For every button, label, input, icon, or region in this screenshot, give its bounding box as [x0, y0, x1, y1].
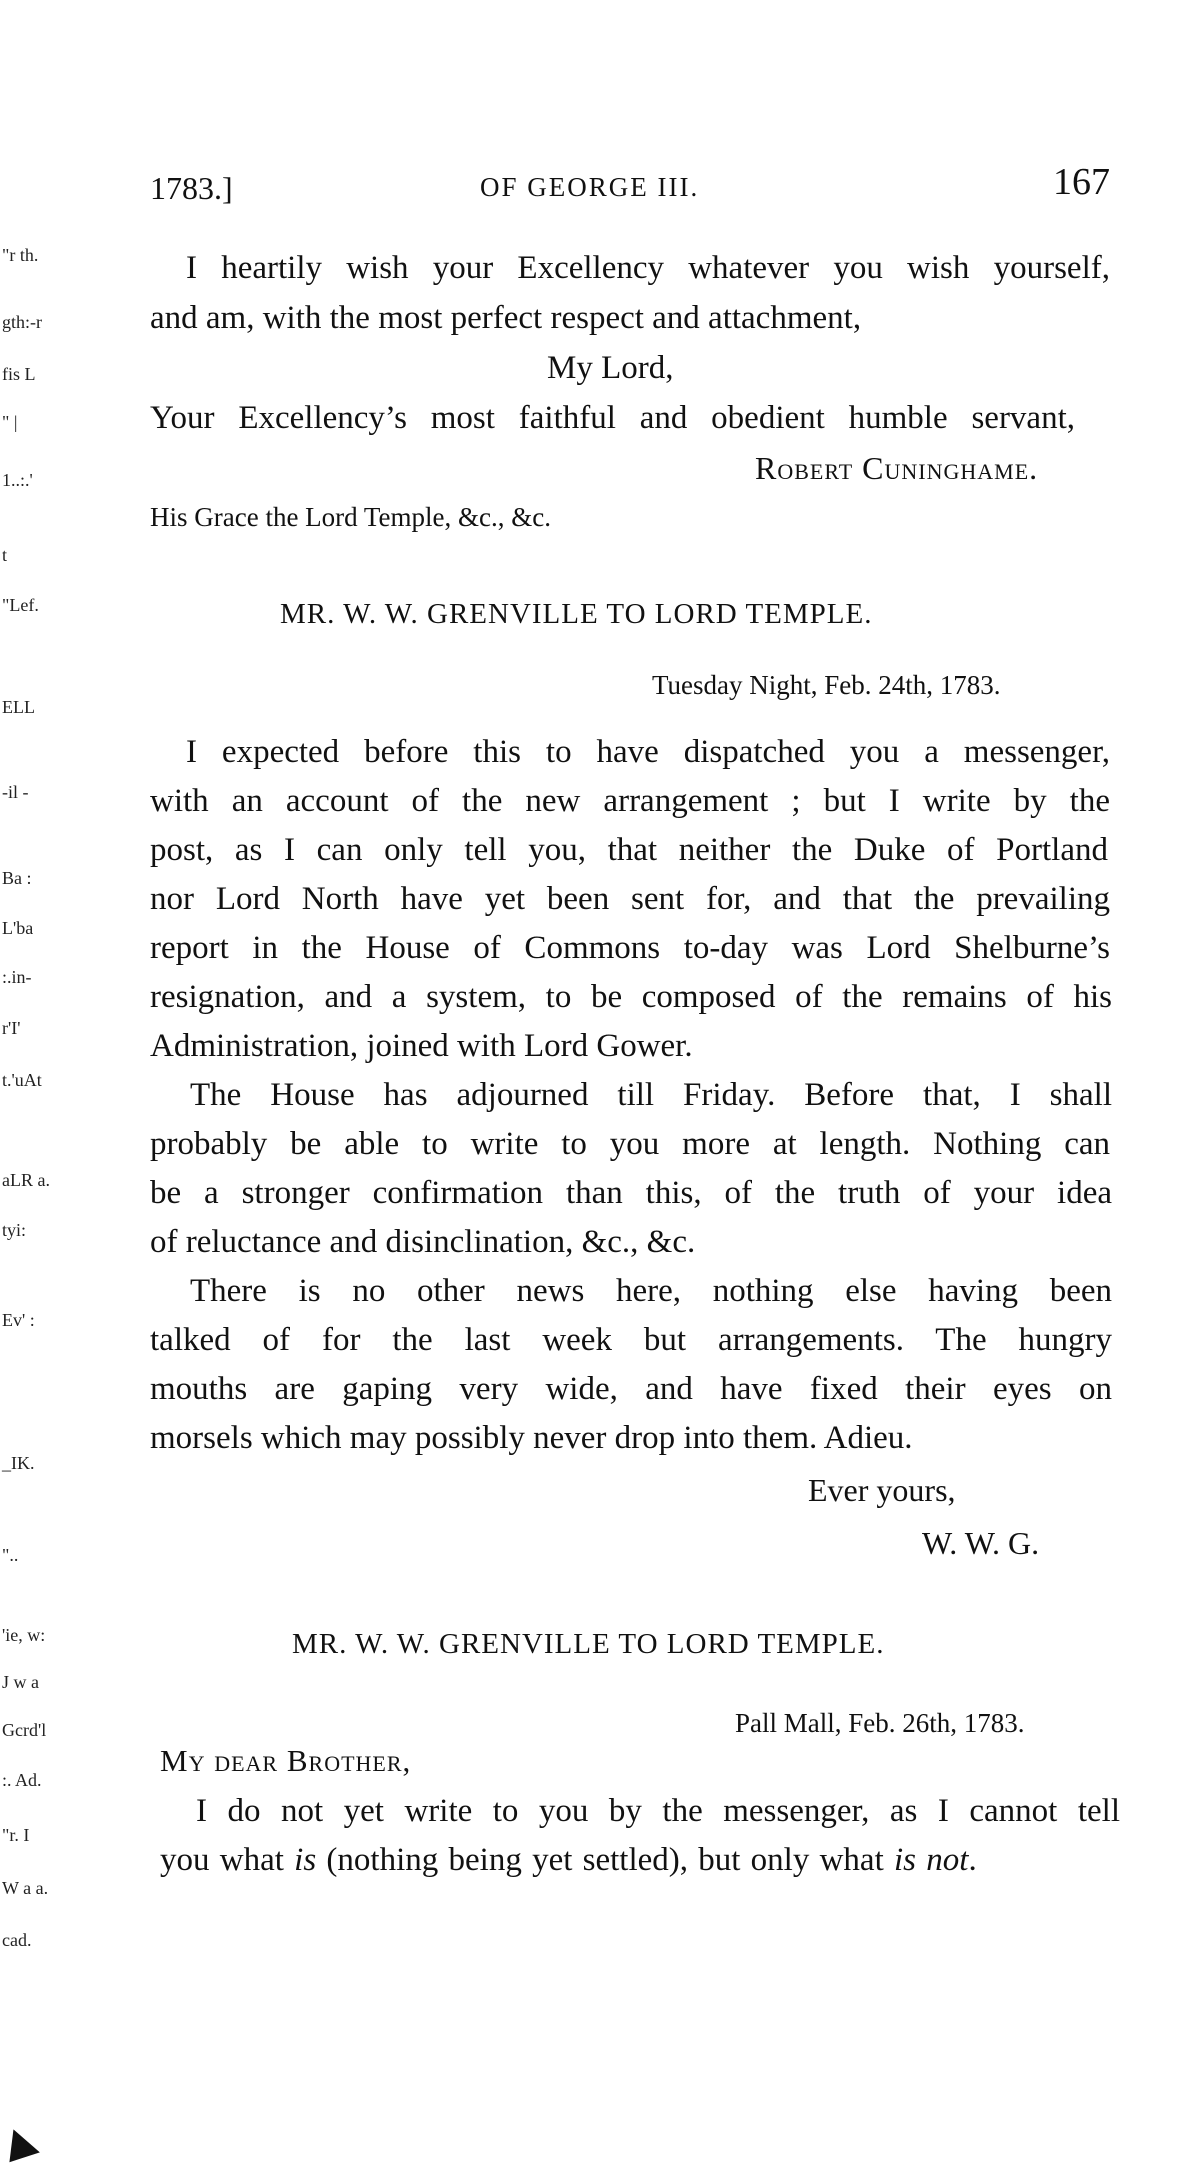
body-line: of reluctance and disinclination, &c., &c.	[150, 1224, 696, 1260]
margin-fragment: Gcrd'l	[2, 1720, 47, 1740]
body-line: I heartily wish your Excellency whatever you wish yourself,	[186, 250, 1110, 286]
margin-fragment: r'I'	[2, 1018, 21, 1038]
margin-fragment: gth:-r	[2, 312, 42, 332]
margin-fragment: W a a.	[2, 1878, 49, 1898]
margin-fragment: L'ba	[2, 918, 34, 938]
margin-fragment: J w a	[2, 1672, 39, 1692]
header-year: 1783.]	[150, 170, 233, 206]
margin-fragment: t	[2, 545, 8, 565]
body-line: with an account of the new arrangement ; but I write by the	[150, 783, 1110, 819]
running-header	[150, 160, 1110, 210]
body-line: I do not yet write to you by the messenger, as I cannot tell	[196, 1793, 1120, 1829]
body-line: resignation, and a system, to be composed of the remains of his	[150, 979, 1112, 1015]
body-line: mouths are gaping very wide, and have fixed their eyes on	[150, 1371, 1112, 1407]
margin-fragment: " |	[2, 412, 18, 432]
emphasis: is not	[894, 1842, 969, 1878]
emphasis: is	[294, 1842, 317, 1878]
margin-fragment: 'ie, w:	[2, 1625, 46, 1645]
margin-fragment: cad.	[2, 1930, 32, 1950]
margin-fragment: ELL	[2, 697, 35, 717]
body-line: Administration, joined with Lord Gower.	[150, 1028, 693, 1064]
body-line: and am, with the most perfect respect and attachment,	[150, 300, 862, 336]
body-line: morsels which may possibly never drop into them. Adieu.	[150, 1420, 913, 1456]
body-line: The House has adjourned till Friday. Before that, I shall	[190, 1077, 1112, 1113]
closing-line: Ever yours,	[808, 1472, 956, 1508]
body-line: talked of for the last week but arrangements. The hungry	[150, 1322, 1112, 1358]
body-line: be a stronger confirmation than this, of the truth of your idea	[150, 1175, 1112, 1211]
body-line: I expected before this to have dispatched you a messenger,	[186, 734, 1110, 770]
signature: W. W. G.	[922, 1525, 1040, 1561]
margin-fragment: :.in-	[2, 967, 32, 987]
margin-fragment: "r. I	[2, 1825, 30, 1845]
signature: Robert Cuninghame.	[755, 450, 1039, 486]
margin-fragment: -il -	[2, 782, 29, 802]
margin-fragment: _IK.	[2, 1453, 35, 1473]
salutation: My dear Brother,	[160, 1743, 412, 1778]
header-title: OF GEORGE III.	[480, 172, 700, 202]
margin-fragment: fis L	[2, 364, 36, 384]
body-line: There is no other news here, nothing else having been	[190, 1273, 1112, 1309]
margin-fragment: Ev' :	[2, 1310, 35, 1330]
letter-heading: MR. W. W. GRENVILLE TO LORD TEMPLE.	[292, 1628, 885, 1660]
body-line: nor Lord North have yet been sent for, and that the prevailing	[150, 881, 1110, 917]
addressee: His Grace the Lord Temple, &c., &c.	[150, 502, 551, 532]
margin-fragment: :. Ad.	[2, 1770, 42, 1790]
margin-fragment: 1..:.'	[2, 470, 33, 490]
page-number: 167	[1053, 161, 1110, 203]
dateline: Pall Mall, Feb. 26th, 1783.	[735, 1708, 1025, 1738]
margin-fragment: "Lef.	[2, 595, 39, 615]
closing-line: Your Excellency’s most faithful and obedient humble servant,	[150, 400, 1075, 436]
letter-heading: MR. W. W. GRENVILLE TO LORD TEMPLE.	[280, 598, 873, 630]
dateline: Tuesday Night, Feb. 24th, 1783.	[652, 670, 1001, 700]
body-line: probably be able to write to you more at length. Nothing can	[150, 1126, 1110, 1162]
margin-fragment: "r th.	[2, 245, 39, 265]
body-line: report in the House of Commons to-day was Lord Shelburne’s	[150, 930, 1110, 966]
margin-fragment: t.'uAt	[2, 1070, 42, 1090]
margin-fragment: "..	[2, 1545, 19, 1565]
margin-fragment: Ba :	[2, 868, 32, 888]
margin-fragment: aLR a.	[2, 1170, 50, 1190]
page-corner-arrow-icon	[0, 2124, 40, 2162]
margin-fragment: tyi:	[2, 1220, 27, 1240]
body-line: you what is (nothing being yet settled), but only what is not.	[160, 1842, 977, 1878]
body-line: post, as I can only tell you, that neither the Duke of Portland	[150, 832, 1108, 868]
salutation: My Lord,	[547, 350, 674, 386]
